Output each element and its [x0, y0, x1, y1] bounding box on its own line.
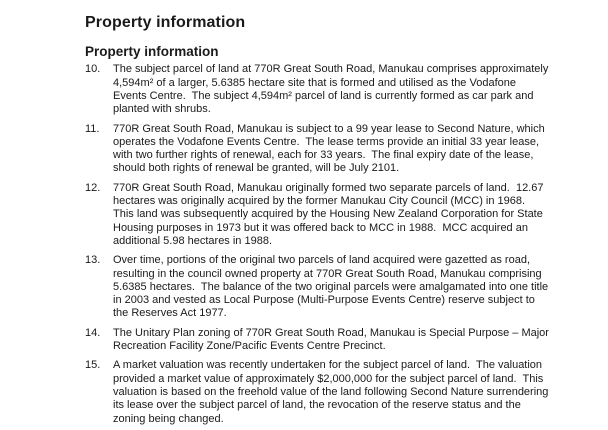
paragraph-text: A market valuation was recently undertaken for the subject parcel of land. The valuation provided a market value of approximately $2,000,000 for the subject parcel of land. This valuation is based on the freehold value of the land following Second Nature surrendering its lease over the subject parcel of land, the revocation of the reserve status and the zoning being changed.: [113, 359, 552, 425]
paragraph-text: The subject parcel of land at 770R Great South Road, Manukau comprises approximately 4,594m² of a larger, 5.6385 hectare site that is formed and utilised as the Vodafone Events Centre. The subject 4,594m² parcel of land is currently formed as car park and planted with shrubs.: [113, 63, 552, 116]
paragraph-text: Over time, portions of the original two parcels of land acquired were gazetted as road, resulting in the council owned property at 770R Great South Road, Manukau comprising 5.6385 hectares. The balance of the two original parcels were amalgamated into one title in 2003 and vested as Local Purpose (Multi-Purpose Events Centre) reserve subject to the Reserves Act 1977.: [113, 254, 552, 320]
paragraph-text: The Unitary Plan zoning of 770R Great South Road, Manukau is Special Purpose – Major Recreation Facility Zone/Pacific Events Centre Precinct.: [113, 326, 553, 353]
numbered-paragraph: [85, 123, 586, 176]
section-heading: Property information: [85, 44, 219, 60]
numbered-paragraph: [85, 63, 586, 116]
numbered-paragraph: [85, 254, 586, 320]
paragraph-text: 770R Great South Road, Manukau is subject to a 99 year lease to Second Nature, which operates the Vodafone Events Centre. The lease terms provide an initial 33 year lease, with two further rights of renewal, each for 33 years. The final expiry date of the lease, should both rights of renewal be granted, will be July 2101.: [113, 122, 548, 175]
numbered-paragraph: [85, 359, 586, 425]
paragraph-number: 10.: [85, 63, 101, 76]
paragraph-number: 13.: [85, 254, 101, 267]
paragraph-number: 15.: [85, 359, 101, 372]
paragraph-text: 770R Great South Road, Manukau originally formed two separate parcels of land. 12.67 hectares was originally acquired by the former Manukau City Council (MCC) in 1968. This land was subsequently acquired by the Housing New Zealand Corporation for State Housing purposes in 1973 but it was offered back to MCC in 1988. MCC acquired an additional 5.98 hectares in 1988.: [113, 181, 547, 247]
numbered-paragraph: [85, 327, 586, 354]
numbered-paragraph: [85, 182, 586, 248]
paragraph-number: 14.: [85, 326, 101, 339]
paragraph-number: 11.: [85, 122, 100, 135]
page-title: Property information: [85, 14, 246, 31]
paragraph-number: 12.: [85, 181, 101, 194]
numbered-paragraph-list: [85, 63, 586, 425]
